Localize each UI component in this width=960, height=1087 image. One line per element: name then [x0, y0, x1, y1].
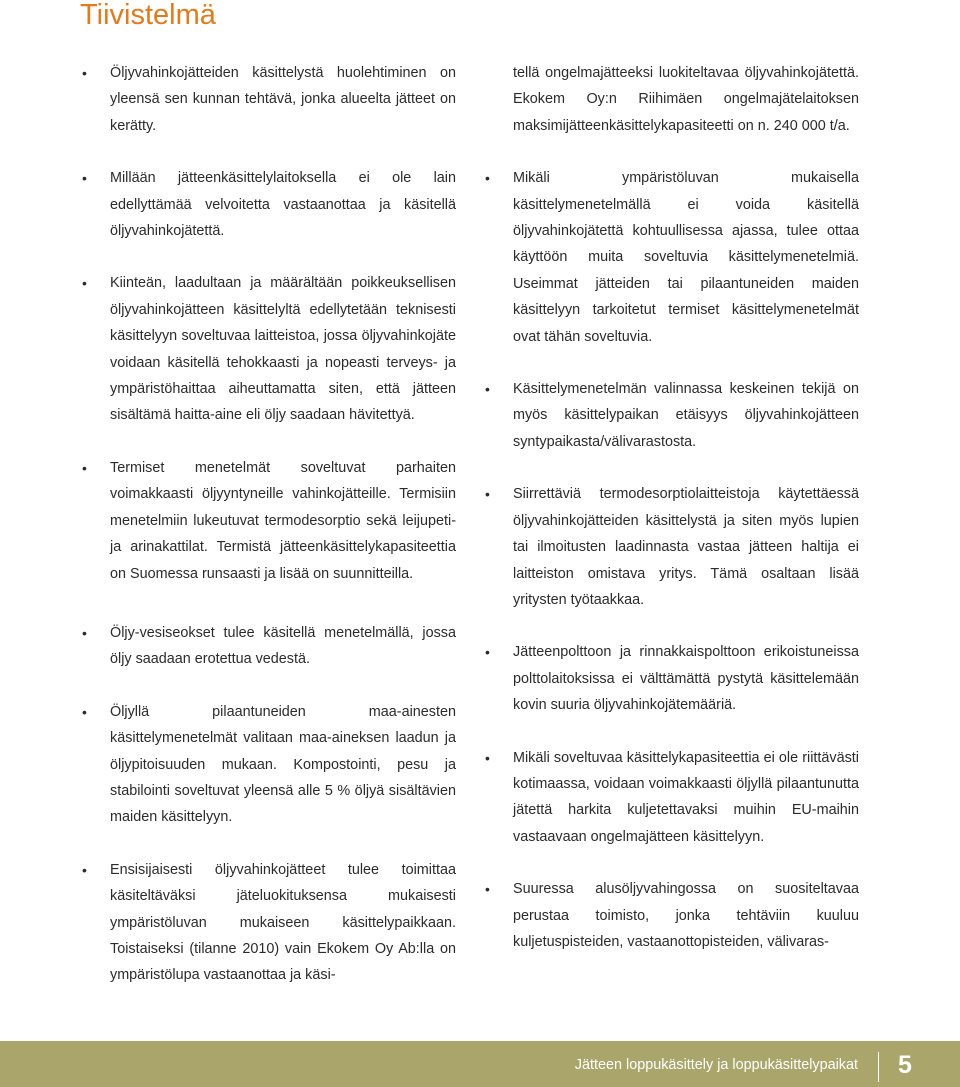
- footer-bar: [0, 1041, 960, 1087]
- list-item-continuation: tellä ongelmajätteeksi luokiteltavaa öljyvahinkojätettä. Ekokem Oy:n Riihimäen ongelmajätelaitoksen maksimijätteenkäsittelykapasiteetti on n. 240 000 t/a.: [513, 65, 859, 134]
- list-item: [82, 60, 456, 139]
- list-item: [82, 270, 456, 428]
- list-item-text: Öljyllä pilaantuneiden maa-ainesten käsittelymenetelmät valitaan maa-aineksen laadun ja öljypitoisuuden mukaan. Kompostointi, pesu ja stabilointi soveltuvat yleensä alle 5 % öljyä sisältävien maiden käsittelyyn.: [110, 703, 456, 826]
- list-item: [485, 876, 859, 955]
- bullet: •: [82, 861, 87, 878]
- list-item-text: Öljy-vesiseokset tulee käsitellä menetelmällä, jossa öljy saadaan erotettua vedestä.: [110, 624, 456, 668]
- bullet: •: [485, 749, 490, 766]
- list-item: [82, 857, 456, 989]
- bullet: •: [82, 703, 87, 720]
- bullet: •: [82, 275, 87, 292]
- bullet: •: [485, 644, 490, 661]
- list-item-text: Ensisijaisesti öljyvahinkojätteet tulee toimittaa käsiteltäväksi jäteluokituksensa mukaisesti ympäristöluvan mukaiseen käsittelypaikkaan. Toistaiseksi (tilanne 2010) vain Ekokem Oy Ab:lla on ympäristölupa vastaanottaa ja käsi-: [110, 861, 456, 984]
- bullet: •: [485, 170, 490, 187]
- footer-divider: [878, 1052, 879, 1082]
- list-item: [485, 481, 859, 613]
- list-item-text: Jätteenpolttoon ja rinnakkaispolttoon erikoistuneissa polttolaitoksissa ei välttämättä pystytä käsittelemään kovin suuria öljyvahinkojätemääriä.: [513, 644, 859, 714]
- list-item: [82, 165, 456, 244]
- list-item: [485, 639, 859, 718]
- bullet: •: [485, 381, 490, 398]
- bullet: •: [485, 486, 490, 503]
- list-item-text: Suuressa alusöljyvahingossa on suositeltavaa perustaa toimisto, jonka tehtäviin kuuluu kuljetuspisteiden, vastaanottopisteiden, välivaras-: [513, 881, 859, 950]
- list-item-text: Siirrettäviä termodesorptiolaitteistoja käytettäessä öljyvahinkojätteiden käsittelystä ja siten myös lupien tai ilmoitusten laadinnasta vastaa jätteen haltija ei laitteiston omistava yritys. Tämä osaltaan lisää yritysten työtaakkaa.: [513, 486, 859, 608]
- list-item: [485, 165, 859, 350]
- footer-title: Jätteen loppukäsittely ja loppukäsittelypaikat: [574, 1057, 858, 1073]
- list-item: [485, 376, 859, 455]
- list-item-text: Termiset menetelmät soveltuvat parhaiten voimakkaasti öljyyntyneille vahinkojätteille. Termisiin menetelmiin lukeutuvat termodesorptio sekä leijupeti- ja arinakattilat. Termistä jätteenkäsittelykapasiteettia on Suomessa runsaasti ja lisää on suunnitteilla.: [110, 459, 456, 582]
- bullet: •: [485, 881, 490, 898]
- bullet: •: [82, 65, 87, 81]
- list-item: [82, 455, 456, 587]
- list-item-text: Millään jätteenkäsittelylaitoksella ei ole lain edellyttämää velvoitetta vastaanottaa ja käsitellä öljyvahinkojätettä.: [110, 170, 456, 240]
- list-item-text: Mikäli soveltuvaa käsittelykapasiteettia ei ole riittävästi kotimaassa, voidaan voimakkaasti öljyllä pilaantunutta jätettä harkita kuljetettavaksi muihin EU-maihin vastaavaan ongelmajätteen käsittelyyn.: [513, 749, 859, 845]
- list-item-text: Kiinteän, laadultaan ja määrältään poikkeuksellisen öljyvahinkojätteen käsittelyltä edellytetään teknisesti käsittelyyn soveltuvaa laitteistoa, jossa öljyvahinkojäte voidaan käsitellä tehokkaasti ja nopeasti terveys- ja ympäristöhaittaa aiheuttamatta siten, että jätteen sisältämä haitta-aine eli öljy saadaan hävitettyä.: [110, 275, 456, 424]
- list-item: [485, 745, 859, 851]
- bullet: •: [82, 624, 87, 641]
- page-number: 5: [898, 1051, 912, 1079]
- list-item-text: Käsittelymenetelmän valinnassa keskeinen tekijä on myös käsittelypaikan etäisyys öljyvahinkojätteen syntypaikasta/välivarastosta.: [513, 381, 859, 450]
- list-item: [82, 699, 456, 831]
- list-item-text: Öljyvahinkojätteiden käsittelystä huolehtiminen on yleensä sen kunnan tehtävä, jonka alueelta jätteet on kerätty.: [110, 65, 456, 134]
- bullet: •: [82, 459, 87, 476]
- list-item: [82, 620, 456, 673]
- page-title: Tiivistelmä: [80, 0, 216, 31]
- bullet: •: [82, 170, 87, 187]
- list-item-text: Mikäli ympäristöluvan mukaisella käsittelymenetelmällä ei voida käsitellä öljyvahinkojätettä kohtuullisessa ajassa, tulee ottaa käyttöön muita soveltuvia käsittelymenetelmiä. Useimmat jätteiden tai pilaantuneiden maiden käsittelyyn tarkoitetut termiset käsittelymenetelmät ovat tähän soveltuvia.: [513, 170, 859, 345]
- left-column: [82, 60, 456, 1015]
- right-column: [485, 60, 859, 981]
